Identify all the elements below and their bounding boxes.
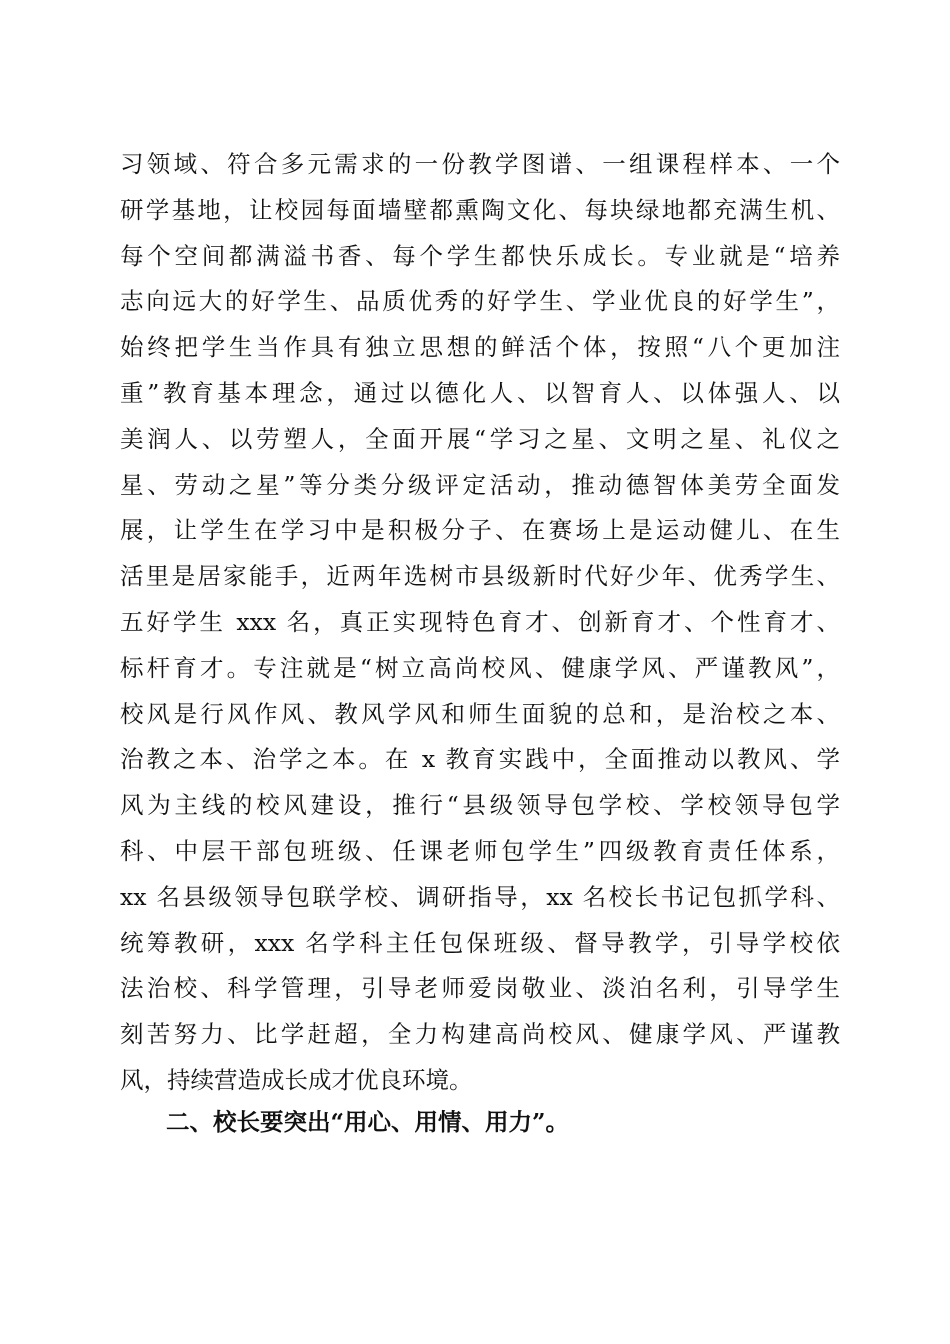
paragraph-line: 治教之本、治学之本。在 x 教育实践中，全面推动以教风、学 <box>120 745 840 774</box>
section-heading: 二、校长要突出“用心、用情、用力”。 <box>166 1108 570 1136</box>
body-paragraph <box>120 142 840 1104</box>
paragraph-line: 标杆育才。专注就是“树立高尚校风、健康学风、严谨教风”， <box>120 653 840 682</box>
paragraph-line: 五好学生 xxx 名，真正实现特色育才、创新育才、个性育才、 <box>120 607 840 636</box>
paragraph-line: 统筹教研，xxx 名学科主任包保班级、督导教学，引导学校依 <box>120 928 840 957</box>
paragraph-line: 重”教育基本理念，通过以德化人、以智育人、以体强人、以 <box>120 378 840 407</box>
paragraph-line: 始终把学生当作具有独立思想的鲜活个体，按照“八个更加注 <box>120 333 840 362</box>
paragraph-line: 美润人、以劳塑人，全面开展“学习之星、文明之星、礼仪之 <box>120 424 840 453</box>
paragraph-line: 风，持续营造成长成才优良环境。 <box>120 1065 473 1094</box>
paragraph-line: 每个空间都满溢书香、每个学生都快乐成长。专业就是“培养 <box>120 241 840 270</box>
paragraph-line: 风为主线的校风建设，推行“县级领导包学校、学校领导包学 <box>120 791 840 820</box>
paragraph-line: 校风是行风作风、教风学风和师生面貌的总和，是治校之本、 <box>120 699 840 728</box>
paragraph-line: 活里是居家能手，近两年选树市县级新时代好少年、优秀学生、 <box>120 562 840 591</box>
paragraph-line: 习领域、符合多元需求的一份教学图谱、一组课程样本、一个 <box>120 150 840 178</box>
paragraph-line: 展，让学生在学习中是积极分子、在赛场上是运动健儿、在生 <box>120 516 840 545</box>
paragraph-line: 刻苦努力、比学赶超，全力构建高尚校风、健康学风、严谨教 <box>120 1020 840 1049</box>
paragraph-line: xx 名县级领导包联学校、调研指导，xx 名校长书记包抓学科、 <box>120 882 840 911</box>
paragraph-line: 科、中层干部包班级、任课老师包学生”四级教育责任体系， <box>120 836 840 865</box>
paragraph-line: 研学基地，让校园每面墙壁都熏陶文化、每块绿地都充满生机、 <box>120 195 840 224</box>
paragraph-line: 星、劳动之星”等分类分级评定活动，推动德智体美劳全面发 <box>120 470 840 499</box>
paragraph-line: 志向远大的好学生、品质优秀的好学生、学业优良的好学生”， <box>120 287 840 316</box>
paragraph-line: 法治校、科学管理，引导老师爱岗敬业、淡泊名利，引导学生 <box>120 974 840 1003</box>
